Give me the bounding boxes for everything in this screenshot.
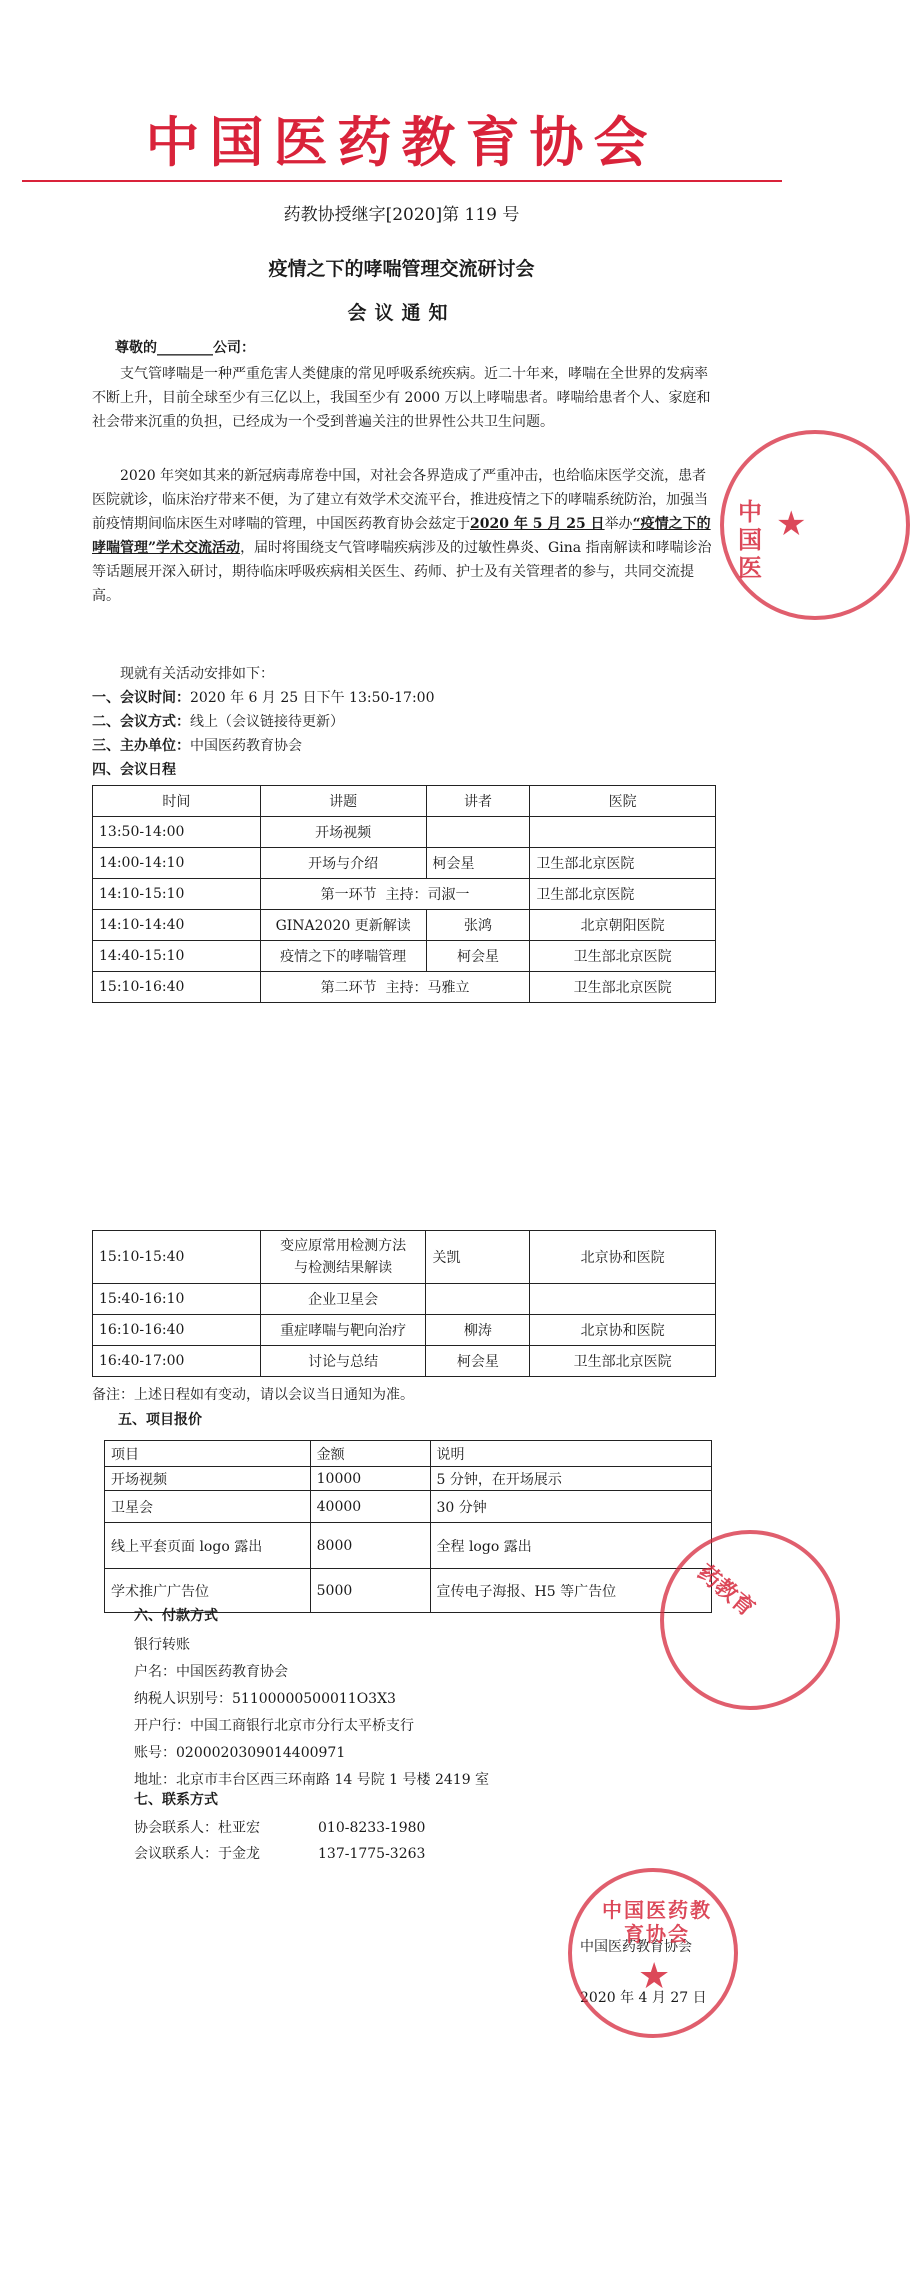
table-row xyxy=(105,1523,712,1569)
meeting-contact-phone: 137-1775-3263 xyxy=(318,1846,426,1862)
event-date: 2020 年 5 月 25 日 xyxy=(470,516,605,532)
seal-stamp-bottom xyxy=(568,1868,738,2038)
row-hospital: 卫生部北京医院 xyxy=(530,848,716,879)
table-row xyxy=(93,910,716,941)
schedule-header-row xyxy=(93,786,716,817)
row-speaker: 主持：马雅立 xyxy=(385,980,470,996)
table-row xyxy=(93,972,716,1003)
row-hospital: 卫生部北京医院 xyxy=(530,972,716,1003)
pricing-desc: 宣传电子海报、H5 等广告位 xyxy=(430,1569,712,1613)
row-speaker xyxy=(426,817,530,848)
row-hospital: 卫生部北京医院 xyxy=(530,879,716,910)
section-mode-label: 二、会议方式： xyxy=(92,714,190,730)
schedule-header-topic: 讲题 xyxy=(260,786,426,817)
payment-account-no: 账号：0200020309014400971 xyxy=(134,1745,346,1761)
payment-method: 银行转账 xyxy=(134,1637,190,1653)
intro-paragraph-2 xyxy=(92,464,716,608)
schedule-header-time: 时间 xyxy=(93,786,261,817)
pricing-desc: 5 分钟，在开场展示 xyxy=(430,1467,712,1491)
pricing-item: 线上平套页面 logo 露出 xyxy=(105,1523,311,1569)
intro-paragraph-3: 现就有关活动安排如下： xyxy=(120,666,274,682)
row-session xyxy=(260,879,530,910)
row-topic: 疫情之下的哮喘管理 xyxy=(260,941,426,972)
table-row xyxy=(93,1284,716,1315)
document-number: 药教协授继字[2020]第 119 号 xyxy=(283,205,520,225)
pricing-header-desc: 说明 xyxy=(430,1441,712,1467)
section-host xyxy=(92,734,302,758)
section-host-label: 三、主办单位： xyxy=(92,738,190,754)
row-speaker: 主持：司淑一 xyxy=(385,887,470,903)
pricing-amount: 5000 xyxy=(310,1569,430,1613)
header-divider xyxy=(22,180,782,182)
seal-stamp-middle-text: 药教育 xyxy=(692,1560,760,1622)
assoc-contact-name: 协会联系人：杜亚宏 xyxy=(134,1820,260,1836)
row-topic: GINA2020 更新解读 xyxy=(260,910,426,941)
intro-p2-part-b: 举办 xyxy=(604,516,633,532)
row-speaker: 柯会星 xyxy=(426,848,530,879)
star-icon: ★ xyxy=(638,1956,671,1997)
signature-date: 2020 年 4 月 27 日 xyxy=(580,1990,707,2006)
row-session xyxy=(260,972,530,1003)
row-topic: 第一环节 xyxy=(320,887,377,903)
star-icon: ★ xyxy=(776,504,807,544)
row-topic-line2: 与检测结果解读 xyxy=(294,1260,393,1276)
schedule-note: 备注：上述日程如有变动，请以会议当日通知为准。 xyxy=(92,1387,414,1403)
row-topic: 开场与介绍 xyxy=(260,848,426,879)
schedule-header-speaker: 讲者 xyxy=(426,786,530,817)
table-row xyxy=(93,1346,716,1377)
payment-account-name: 户名：中国医药教育协会 xyxy=(134,1664,288,1680)
greeting xyxy=(115,336,255,360)
payment-details xyxy=(134,1632,489,1794)
row-speaker: 柯会星 xyxy=(426,941,530,972)
row-speaker: 柯会星 xyxy=(426,1346,530,1377)
schedule-table-2 xyxy=(92,1230,716,1377)
pricing-amount: 10000 xyxy=(310,1467,430,1491)
notice-title: 会议通知 xyxy=(347,302,456,324)
row-hospital: 北京协和医院 xyxy=(530,1231,716,1284)
row-hospital: 北京协和医院 xyxy=(530,1315,716,1346)
pricing-amount: 8000 xyxy=(310,1523,430,1569)
pricing-header-row xyxy=(105,1441,712,1467)
row-speaker xyxy=(426,1284,530,1315)
intro-p2-part-c: ，届时将围绕支气管哮喘疾病涉及的过敏性鼻炎、Gina 指南解读和哮喘诊治等话题展开深入研讨，期待临床呼吸疾病相关医生、药师、护士及有关管理者的参与，共同交流提高。 xyxy=(92,540,712,604)
pricing-desc: 全程 logo 露出 xyxy=(430,1523,712,1569)
table-row xyxy=(93,879,716,910)
payment-address: 地址：北京市丰台区西三环南路 14 号院 1 号楼 2419 室 xyxy=(134,1772,490,1788)
row-topic: 重症哮喘与靶向治疗 xyxy=(260,1315,426,1346)
row-time: 14:40-15:10 xyxy=(93,941,261,972)
pricing-item: 学术推广广告位 xyxy=(105,1569,311,1613)
intro-p2-part-a: 2020 年突如其来的新冠病毒席卷中国，对社会各界造成了严重冲击，也给临床医学交流，患者医院就诊，临床治疗带来不便，为了建立有效学术交流平台，推进疫情之下的哮喘系统防治，加强当前疫情期间临床医生对哮喘的管理，中国医药教育协会兹定于 xyxy=(92,468,708,532)
row-topic: 第二环节 xyxy=(320,980,377,996)
table-row xyxy=(93,1315,716,1346)
meeting-contact-name: 会议联系人：于金龙 xyxy=(134,1846,260,1862)
row-time: 15:10-16:40 xyxy=(93,972,261,1003)
row-speaker: 关凯 xyxy=(426,1231,530,1284)
row-hospital xyxy=(530,1284,716,1315)
pricing-heading: 五、项目报价 xyxy=(118,1412,202,1428)
pricing-table xyxy=(104,1440,712,1613)
row-topic-line1: 变应原常用检测方法 xyxy=(280,1238,407,1254)
seal-stamp-middle xyxy=(660,1530,840,1710)
row-hospital xyxy=(530,817,716,848)
schedule-table-1 xyxy=(92,785,716,1003)
pricing-amount: 40000 xyxy=(310,1491,430,1523)
table-row xyxy=(105,1467,712,1491)
seal-stamp-top-text: 中国医 xyxy=(738,498,762,582)
pricing-item: 开场视频 xyxy=(105,1467,311,1491)
table-row xyxy=(93,848,716,879)
table-row xyxy=(93,941,716,972)
organization-title: 中国医药教育协会 xyxy=(145,111,658,174)
row-time: 16:40-17:00 xyxy=(93,1346,261,1377)
pricing-header-item: 项目 xyxy=(105,1441,311,1467)
row-hospital: 北京朝阳医院 xyxy=(530,910,716,941)
assoc-contact-phone: 010-8233-1980 xyxy=(318,1820,426,1836)
pricing-desc: 30 分钟 xyxy=(430,1491,712,1523)
greeting-prefix: 尊敬的 xyxy=(115,340,157,356)
row-topic: 企业卫星会 xyxy=(260,1284,426,1315)
row-time: 14:10-15:10 xyxy=(93,879,261,910)
seal-stamp-bottom-text: 中国医药教育协会 xyxy=(602,1898,712,1946)
payment-heading: 六、付款方式 xyxy=(134,1608,218,1624)
payment-tax-id: 纳税人识别号：51100000500011O3X3 xyxy=(134,1691,396,1707)
table-row xyxy=(105,1491,712,1523)
row-topic xyxy=(260,1231,426,1284)
row-speaker: 柳涛 xyxy=(426,1315,530,1346)
row-topic: 讨论与总结 xyxy=(260,1346,426,1377)
payment-bank: 开户行：中国工商银行北京市分行太平桥支行 xyxy=(134,1718,414,1734)
row-time: 14:00-14:10 xyxy=(93,848,261,879)
intro-paragraph-1: 支气管哮喘是一种严重危害人类健康的常见呼吸系统疾病。近二十年来，哮喘在全世界的发病率不断上升，目前全球至少有三亿以上，我国至少有 2000 万以上哮喘患者。哮喘给患者个人、家庭和社会带来沉重的负担，已经成为一个受到普遍关注的世界性公共卫生问题。 xyxy=(92,366,711,430)
section-time-label: 一、会议时间： xyxy=(92,690,190,706)
row-time: 16:10-16:40 xyxy=(93,1315,261,1346)
row-time: 14:10-14:40 xyxy=(93,910,261,941)
agenda-heading: 四、会议日程 xyxy=(92,762,176,778)
section-mode xyxy=(92,710,344,734)
contact-heading: 七、联系方式 xyxy=(134,1792,218,1808)
pricing-header-amount: 金额 xyxy=(310,1441,430,1467)
pricing-item: 卫星会 xyxy=(105,1491,311,1523)
table-row xyxy=(93,817,716,848)
row-time: 15:40-16:10 xyxy=(93,1284,261,1315)
section-time xyxy=(92,686,434,710)
section-time-value: 2020 年 6 月 25 日下午 13:50-17:00 xyxy=(190,690,435,706)
row-hospital: 卫生部北京医院 xyxy=(530,1346,716,1377)
meeting-title: 疫情之下的哮喘管理交流研讨会 xyxy=(268,258,535,280)
schedule-header-hospital: 医院 xyxy=(530,786,716,817)
row-hospital: 卫生部北京医院 xyxy=(530,941,716,972)
row-time: 13:50-14:00 xyxy=(93,817,261,848)
seal-stamp-top xyxy=(720,430,910,620)
greeting-blank: ________ xyxy=(157,340,213,356)
event-name: “疫情之下的哮喘管理”学术交流活动 xyxy=(92,516,711,556)
signature-org: 中国医药教育协会 xyxy=(580,1939,692,1955)
section-host-value: 中国医药教育协会 xyxy=(190,738,302,754)
table-row xyxy=(93,1231,716,1284)
row-speaker: 张鸿 xyxy=(426,910,530,941)
greeting-suffix: 公司： xyxy=(213,340,255,356)
section-mode-value: 线上（会议链接待更新） xyxy=(190,714,344,730)
row-topic: 开场视频 xyxy=(260,817,426,848)
row-time: 15:10-15:40 xyxy=(93,1231,261,1284)
